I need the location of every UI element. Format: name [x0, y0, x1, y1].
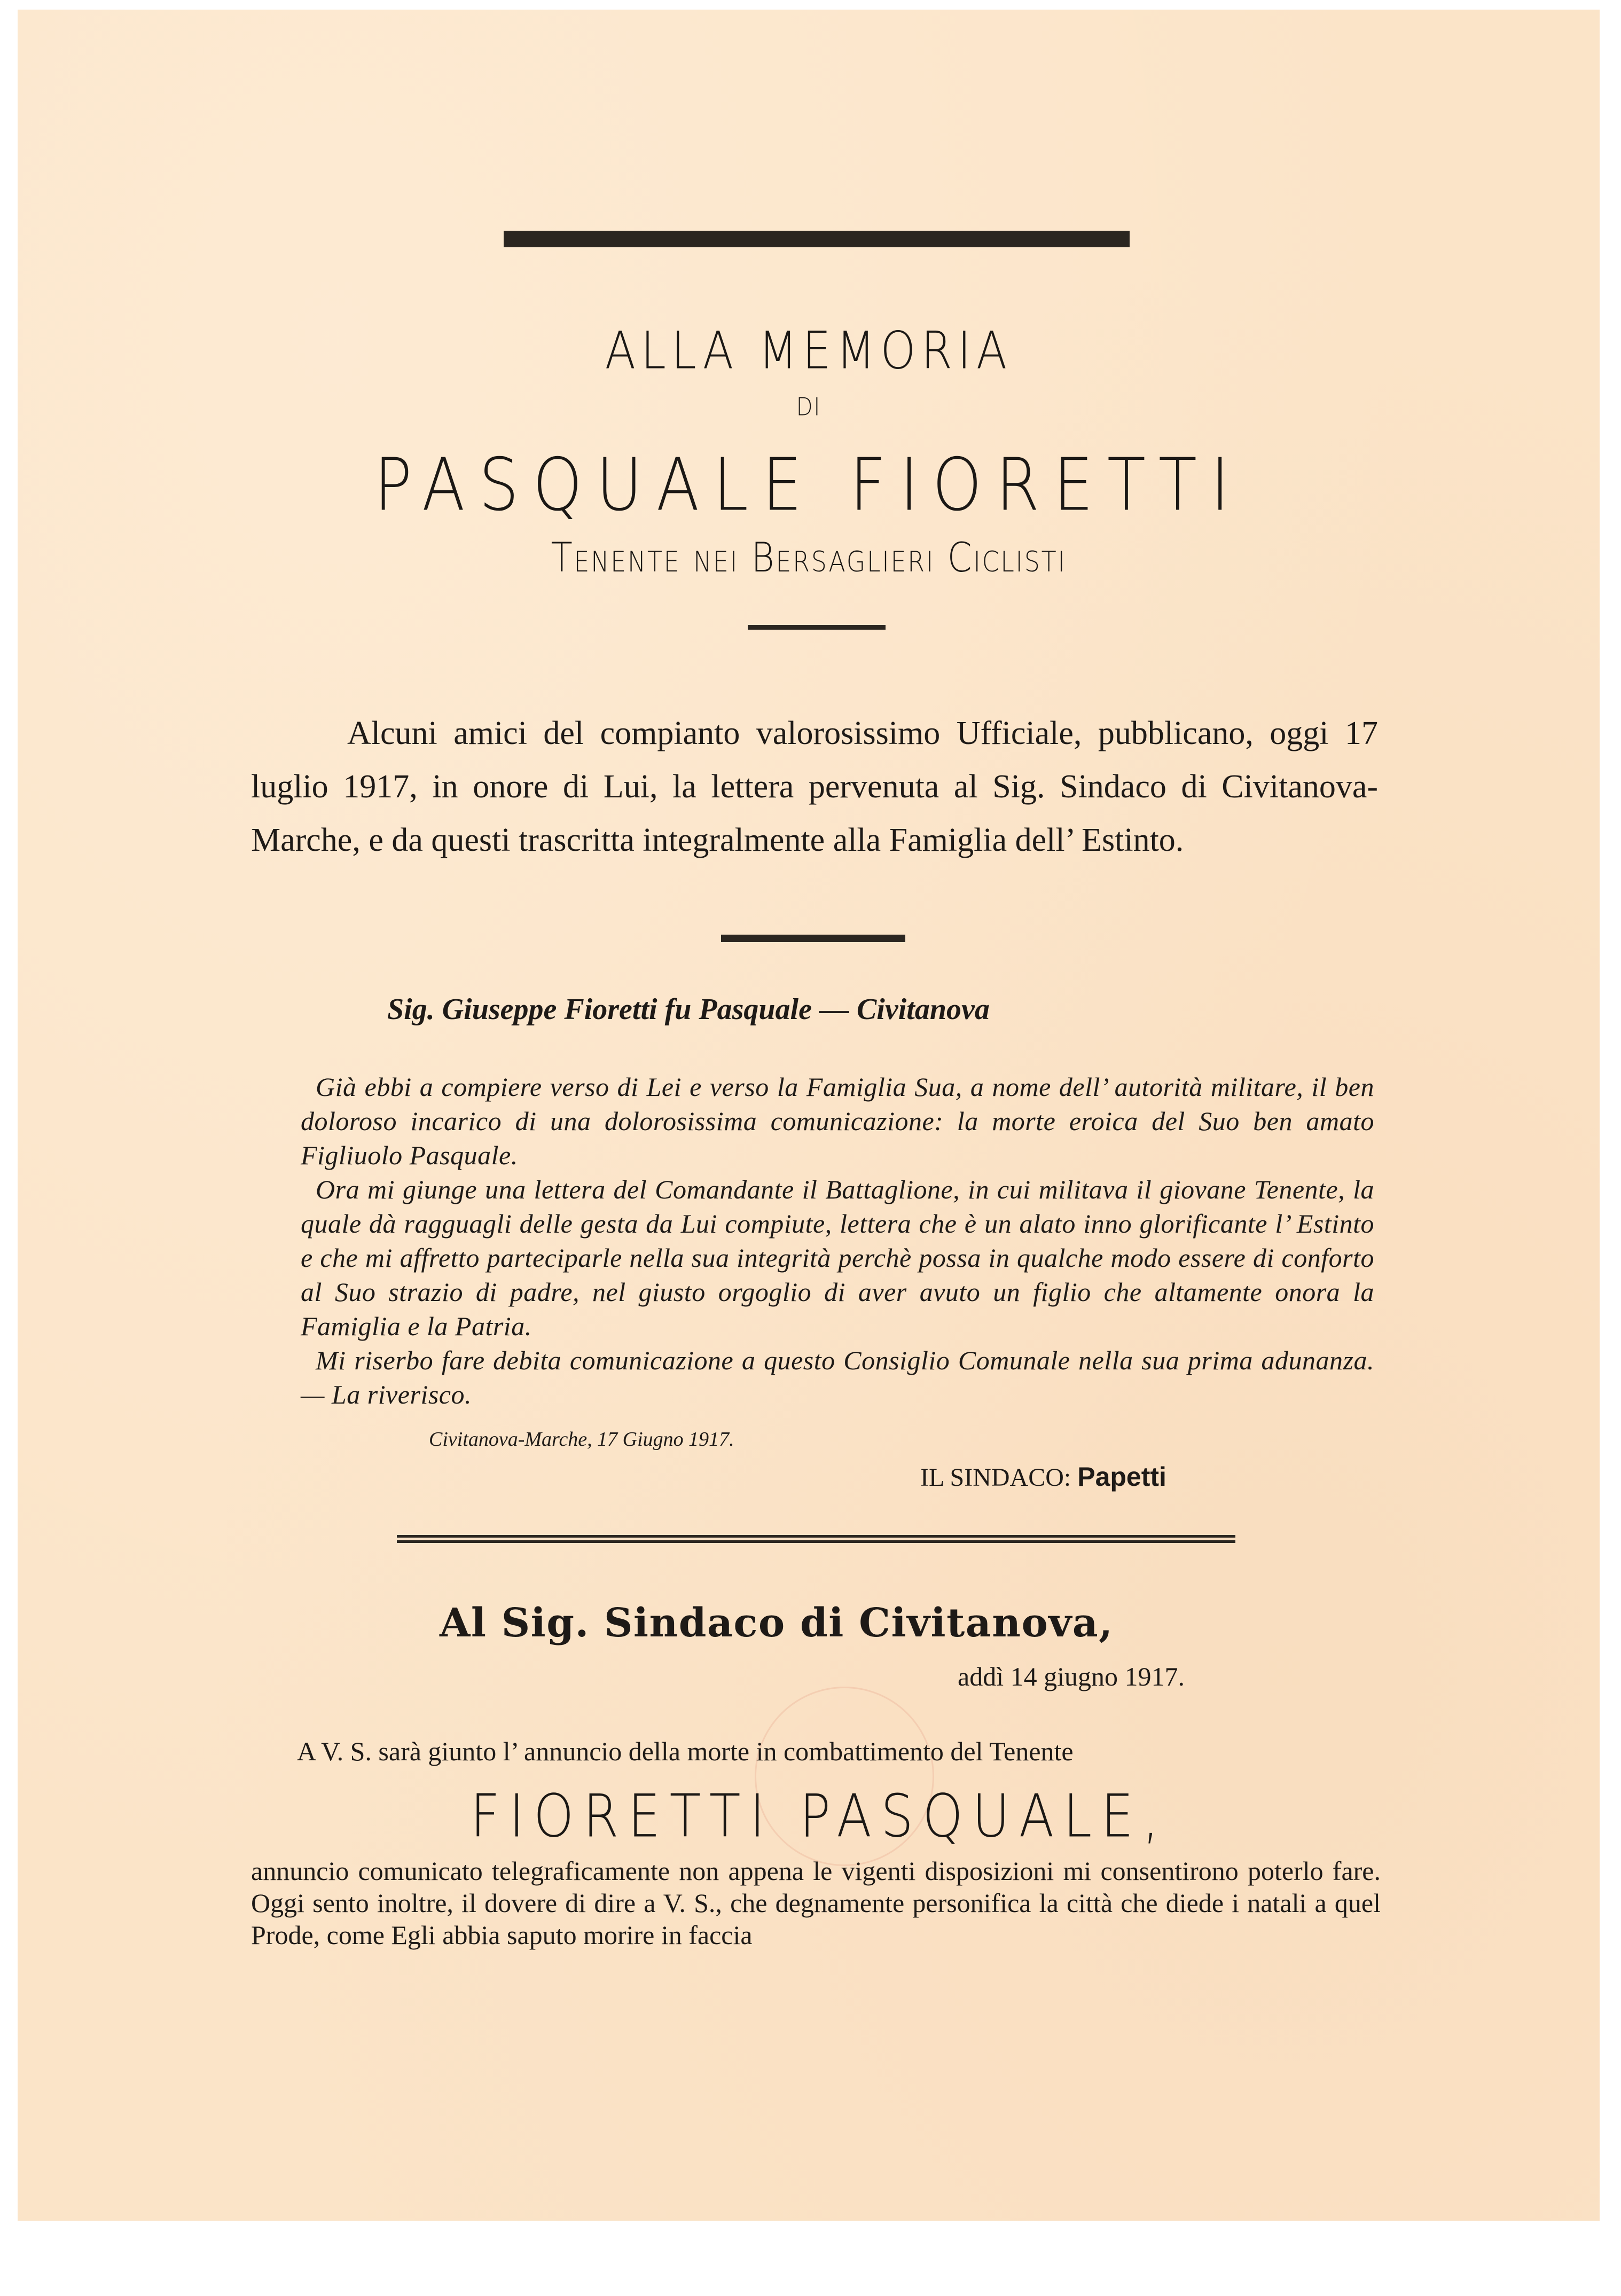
commander-letter-name: FIORETTI PASQUALE,	[470, 1782, 1169, 1851]
mayor-signature	[920, 1461, 1166, 1492]
double-rule-top	[397, 1535, 1235, 1538]
document-page	[18, 10, 1600, 2221]
heading-deceased-name: PASQUALE FIORETTI	[374, 442, 1243, 527]
commander-letter-opening: A V. S. sarà giunto l’ annuncio della morte in combattimento del Tenente	[297, 1736, 1074, 1766]
letter-paragraph: Mi riserbo fare debita comunicazione a questo Consiglio Comunale nella sua prima adunanza. — La riverisco.	[301, 1345, 1374, 1409]
heading-alla-memoria: ALLA MEMORIA	[605, 320, 1013, 381]
heading-rank: Tenente nei Bersaglieri Ciclisti	[551, 534, 1067, 582]
mayor-letter-body	[301, 1070, 1374, 1412]
commander-letter-salutation: Al Sig. Sindaco di Civitanova,	[440, 1600, 1114, 1646]
double-rule-bottom	[397, 1540, 1235, 1543]
letter-addressee: Sig. Giuseppe Fioretti fu Pasquale — Civitanova	[387, 993, 990, 1026]
commander-letter-body: annuncio comunicato telegraficamente non appena le vigenti disposizioni mi consentirono poterlo fare. Oggi sento inoltre, il dovere di dire a V. S., che degnamente personifica la città che diede i natali a quel Prode, come Egli abbia saputo morire in faccia	[251, 1856, 1381, 1950]
short-divider-rule	[748, 625, 886, 630]
signature-label: IL SINDACO:	[920, 1463, 1071, 1492]
letter-paragraph: Già ebbi a compiere verso di Lei e verso la Famiglia Sua, a nome dell’ autorità militare, il ben doloroso incarico di una dolorosissima comunicazione: la morte eroica del Suo ben amato Figliuolo Pasquale.	[301, 1072, 1374, 1170]
top-divider-rule	[504, 231, 1130, 247]
intro-paragraph: Alcuni amici del compianto valorosissimo Ufficiale, pubblicano, oggi 17 luglio 1917, in onore di Lui, la lettera pervenuta al Sig. Sindaco di Civitanova-Marche, e da questi trascritta integralmente alla Famiglia dell’ Estinto.	[251, 715, 1378, 858]
letter-place-date: Civitanova-Marche, 17 Giugno 1917.	[429, 1428, 734, 1451]
letter-paragraph: Ora mi giunge una lettera del Comandante il Battaglione, in cui militava il giovane Tenente, la quale dà ragguagli delle gesta da Lui compiute, lettera che è un alato inno glorificante l’ Estinto e che mi affretto parteciparle nella sua integrità perchè possa in qualche modo essere di conforto al Suo strazio di padre, nel giusto orgoglio di aver avuto un figlio che altamente onora la Famiglia e la Patria.	[301, 1174, 1374, 1341]
commander-letter-date: addì 14 giugno 1917.	[958, 1662, 1185, 1691]
heading-di: DI	[796, 393, 821, 421]
signature-name: Papetti	[1077, 1462, 1166, 1492]
section-divider-rule	[721, 935, 905, 942]
